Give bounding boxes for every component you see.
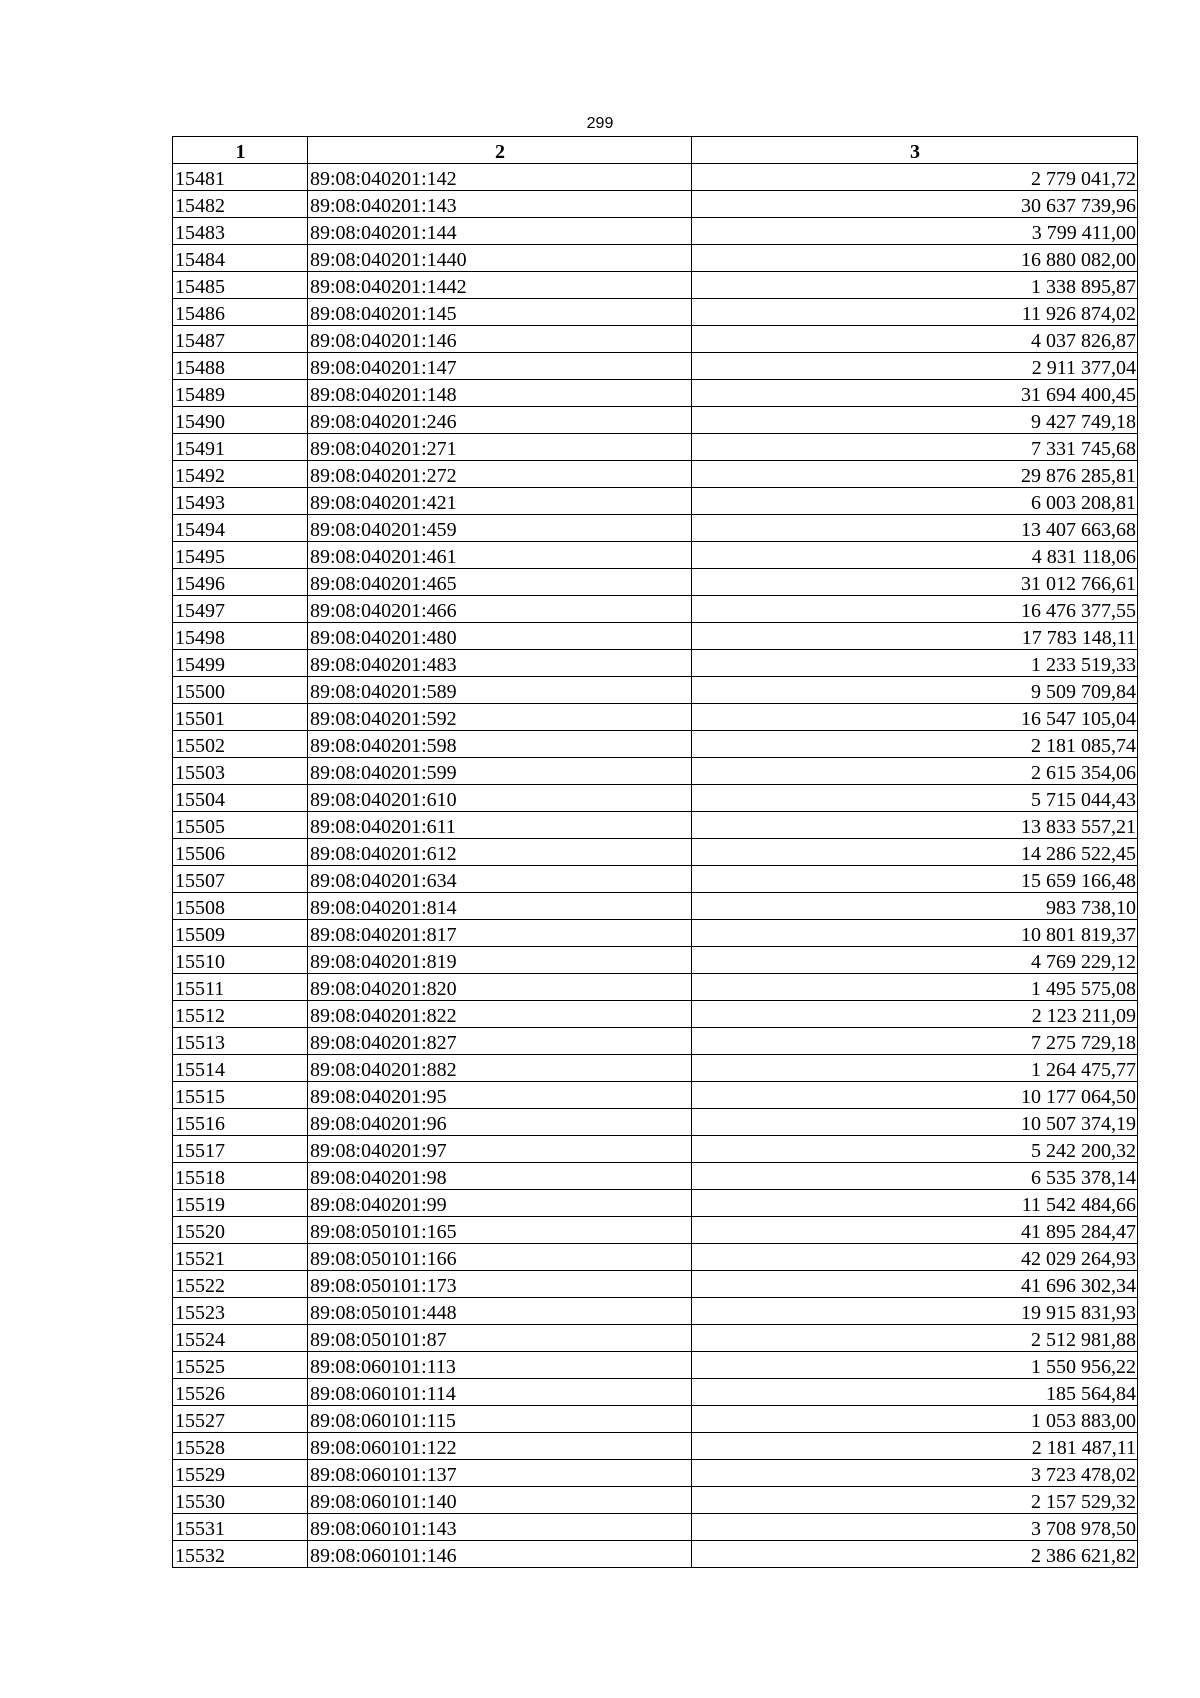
value-cell: 42 029 264,93 [692, 1244, 1138, 1271]
value-cell: 185 564,84 [692, 1379, 1138, 1406]
row-number-cell: 15489 [173, 380, 308, 407]
row-number-cell: 15494 [173, 515, 308, 542]
table-row [173, 434, 1138, 461]
cadastral-number-cell: 89:08:040201:814 [308, 893, 692, 920]
table-row [173, 677, 1138, 704]
row-number-cell: 15482 [173, 191, 308, 218]
table-row [173, 407, 1138, 434]
cadastral-number-cell: 89:08:040201:589 [308, 677, 692, 704]
cadastral-number-cell: 89:08:040201:882 [308, 1055, 692, 1082]
value-cell: 9 427 749,18 [692, 407, 1138, 434]
value-cell: 14 286 522,45 [692, 839, 1138, 866]
value-cell: 13 407 663,68 [692, 515, 1138, 542]
row-number-cell: 15522 [173, 1271, 308, 1298]
cadastral-number-cell: 89:08:060101:122 [308, 1433, 692, 1460]
table-row [173, 1298, 1138, 1325]
value-cell: 6 535 378,14 [692, 1163, 1138, 1190]
cadastral-number-cell: 89:08:040201:480 [308, 623, 692, 650]
table-row [173, 1244, 1138, 1271]
table-row [173, 1460, 1138, 1487]
registry-table [172, 136, 1138, 1568]
table-row [173, 1028, 1138, 1055]
row-number-cell: 15491 [173, 434, 308, 461]
value-cell: 9 509 709,84 [692, 677, 1138, 704]
cadastral-number-cell: 89:08:040201:146 [308, 326, 692, 353]
row-number-cell: 15498 [173, 623, 308, 650]
table-row [173, 812, 1138, 839]
row-number-cell: 15528 [173, 1433, 308, 1460]
row-number-cell: 15524 [173, 1325, 308, 1352]
cadastral-number-cell: 89:08:060101:113 [308, 1352, 692, 1379]
cadastral-number-cell: 89:08:040201:143 [308, 191, 692, 218]
value-cell: 1 053 883,00 [692, 1406, 1138, 1433]
row-number-cell: 15525 [173, 1352, 308, 1379]
cadastral-number-cell: 89:08:040201:421 [308, 488, 692, 515]
value-cell: 1 338 895,87 [692, 272, 1138, 299]
table-row [173, 164, 1138, 191]
value-cell: 2 386 621,82 [692, 1541, 1138, 1568]
table-row [173, 1136, 1138, 1163]
table-row [173, 1190, 1138, 1217]
cadastral-number-cell: 89:08:050101:173 [308, 1271, 692, 1298]
row-number-cell: 15506 [173, 839, 308, 866]
table-row [173, 704, 1138, 731]
cadastral-number-cell: 89:08:050101:448 [308, 1298, 692, 1325]
value-cell: 41 696 302,34 [692, 1271, 1138, 1298]
cadastral-number-cell: 89:08:040201:465 [308, 569, 692, 596]
row-number-cell: 15509 [173, 920, 308, 947]
cadastral-number-cell: 89:08:040201:466 [308, 596, 692, 623]
table-row [173, 1001, 1138, 1028]
value-cell: 3 799 411,00 [692, 218, 1138, 245]
value-cell: 41 895 284,47 [692, 1217, 1138, 1244]
table-row [173, 785, 1138, 812]
value-cell: 1 233 519,33 [692, 650, 1138, 677]
row-number-cell: 15485 [173, 272, 308, 299]
row-number-cell: 15517 [173, 1136, 308, 1163]
value-cell: 29 876 285,81 [692, 461, 1138, 488]
value-cell: 10 507 374,19 [692, 1109, 1138, 1136]
row-number-cell: 15493 [173, 488, 308, 515]
value-cell: 4 769 229,12 [692, 947, 1138, 974]
table-row [173, 569, 1138, 596]
cadastral-number-cell: 89:08:040201:99 [308, 1190, 692, 1217]
value-cell: 11 542 484,66 [692, 1190, 1138, 1217]
row-number-cell: 15515 [173, 1082, 308, 1109]
row-number-cell: 15530 [173, 1487, 308, 1514]
value-cell: 30 637 739,96 [692, 191, 1138, 218]
table-row [173, 218, 1138, 245]
row-number-cell: 15486 [173, 299, 308, 326]
table-row [173, 326, 1138, 353]
row-number-cell: 15500 [173, 677, 308, 704]
table-row [173, 623, 1138, 650]
value-cell: 31 012 766,61 [692, 569, 1138, 596]
value-cell: 2 181 085,74 [692, 731, 1138, 758]
cadastral-number-cell: 89:08:040201:819 [308, 947, 692, 974]
cadastral-number-cell: 89:08:040201:822 [308, 1001, 692, 1028]
cadastral-number-cell: 89:08:060101:114 [308, 1379, 692, 1406]
row-number-cell: 15484 [173, 245, 308, 272]
value-cell: 17 783 148,11 [692, 623, 1138, 650]
row-number-cell: 15495 [173, 542, 308, 569]
table-header-row [173, 137, 1138, 164]
row-number-cell: 15496 [173, 569, 308, 596]
table-row [173, 1433, 1138, 1460]
table-row [173, 1109, 1138, 1136]
cadastral-number-cell: 89:08:040201:1440 [308, 245, 692, 272]
table-row [173, 731, 1138, 758]
value-cell: 3 708 978,50 [692, 1514, 1138, 1541]
value-cell: 2 615 354,06 [692, 758, 1138, 785]
table-row [173, 299, 1138, 326]
table-row [173, 839, 1138, 866]
cadastral-number-cell: 89:08:060101:115 [308, 1406, 692, 1433]
table-row [173, 1514, 1138, 1541]
cadastral-number-cell: 89:08:050101:165 [308, 1217, 692, 1244]
table-row [173, 1325, 1138, 1352]
table-row [173, 461, 1138, 488]
value-cell: 16 476 377,55 [692, 596, 1138, 623]
cadastral-number-cell: 89:08:050101:87 [308, 1325, 692, 1352]
row-number-cell: 15527 [173, 1406, 308, 1433]
row-number-cell: 15499 [173, 650, 308, 677]
row-number-cell: 15492 [173, 461, 308, 488]
cadastral-number-cell: 89:08:040201:96 [308, 1109, 692, 1136]
cadastral-number-cell: 89:08:040201:817 [308, 920, 692, 947]
cadastral-number-cell: 89:08:050101:166 [308, 1244, 692, 1271]
row-number-cell: 15516 [173, 1109, 308, 1136]
row-number-cell: 15481 [173, 164, 308, 191]
value-cell: 19 915 831,93 [692, 1298, 1138, 1325]
table-row [173, 1487, 1138, 1514]
row-number-cell: 15505 [173, 812, 308, 839]
cadastral-number-cell: 89:08:040201:461 [308, 542, 692, 569]
value-cell: 1 264 475,77 [692, 1055, 1138, 1082]
value-cell: 2 157 529,32 [692, 1487, 1138, 1514]
row-number-cell: 15504 [173, 785, 308, 812]
row-number-cell: 15523 [173, 1298, 308, 1325]
value-cell: 13 833 557,21 [692, 812, 1138, 839]
cadastral-number-cell: 89:08:040201:271 [308, 434, 692, 461]
row-number-cell: 15511 [173, 974, 308, 1001]
table-body [173, 164, 1138, 1568]
table-row [173, 947, 1138, 974]
table-row [173, 1541, 1138, 1568]
cadastral-number-cell: 89:08:040201:95 [308, 1082, 692, 1109]
row-number-cell: 15521 [173, 1244, 308, 1271]
table-row [173, 1271, 1138, 1298]
row-number-cell: 15503 [173, 758, 308, 785]
value-cell: 4 831 118,06 [692, 542, 1138, 569]
column-header-1: 1 [173, 137, 308, 164]
cadastral-number-cell: 89:08:040201:148 [308, 380, 692, 407]
table-row [173, 866, 1138, 893]
table-row [173, 920, 1138, 947]
row-number-cell: 15512 [173, 1001, 308, 1028]
row-number-cell: 15497 [173, 596, 308, 623]
row-number-cell: 15507 [173, 866, 308, 893]
value-cell: 2 181 487,11 [692, 1433, 1138, 1460]
cadastral-number-cell: 89:08:060101:143 [308, 1514, 692, 1541]
value-cell: 2 911 377,04 [692, 353, 1138, 380]
table-row [173, 515, 1138, 542]
value-cell: 2 779 041,72 [692, 164, 1138, 191]
table-row [173, 893, 1138, 920]
table-row [173, 650, 1138, 677]
row-number-cell: 15532 [173, 1541, 308, 1568]
cadastral-number-cell: 89:08:040201:827 [308, 1028, 692, 1055]
value-cell: 1 550 956,22 [692, 1352, 1138, 1379]
table-row [173, 758, 1138, 785]
cadastral-number-cell: 89:08:040201:97 [308, 1136, 692, 1163]
value-cell: 11 926 874,02 [692, 299, 1138, 326]
row-number-cell: 15529 [173, 1460, 308, 1487]
cadastral-number-cell: 89:08:040201:144 [308, 218, 692, 245]
table-row [173, 488, 1138, 515]
row-number-cell: 15531 [173, 1514, 308, 1541]
row-number-cell: 15518 [173, 1163, 308, 1190]
table-row [173, 1379, 1138, 1406]
table-row [173, 1082, 1138, 1109]
cadastral-number-cell: 89:08:040201:598 [308, 731, 692, 758]
column-header-2: 2 [308, 137, 692, 164]
row-number-cell: 15502 [173, 731, 308, 758]
table-row [173, 1055, 1138, 1082]
row-number-cell: 15487 [173, 326, 308, 353]
cadastral-number-cell: 89:08:040201:147 [308, 353, 692, 380]
value-cell: 4 037 826,87 [692, 326, 1138, 353]
cadastral-number-cell: 89:08:060101:137 [308, 1460, 692, 1487]
cadastral-number-cell: 89:08:040201:592 [308, 704, 692, 731]
table-row [173, 1406, 1138, 1433]
cadastral-number-cell: 89:08:060101:146 [308, 1541, 692, 1568]
row-number-cell: 15514 [173, 1055, 308, 1082]
value-cell: 7 275 729,18 [692, 1028, 1138, 1055]
table-row [173, 596, 1138, 623]
cadastral-number-cell: 89:08:040201:483 [308, 650, 692, 677]
table-row [173, 542, 1138, 569]
row-number-cell: 15513 [173, 1028, 308, 1055]
table-row [173, 380, 1138, 407]
value-cell: 7 331 745,68 [692, 434, 1138, 461]
table-row [173, 1352, 1138, 1379]
value-cell: 10 801 819,37 [692, 920, 1138, 947]
cadastral-number-cell: 89:08:040201:1442 [308, 272, 692, 299]
row-number-cell: 15519 [173, 1190, 308, 1217]
cadastral-number-cell: 89:08:060101:140 [308, 1487, 692, 1514]
cadastral-number-cell: 89:08:040201:610 [308, 785, 692, 812]
cadastral-number-cell: 89:08:040201:820 [308, 974, 692, 1001]
row-number-cell: 15490 [173, 407, 308, 434]
value-cell: 3 723 478,02 [692, 1460, 1138, 1487]
cadastral-number-cell: 89:08:040201:145 [308, 299, 692, 326]
table-row [173, 245, 1138, 272]
value-cell: 2 123 211,09 [692, 1001, 1138, 1028]
cadastral-number-cell: 89:08:040201:459 [308, 515, 692, 542]
value-cell: 5 715 044,43 [692, 785, 1138, 812]
value-cell: 16 547 105,04 [692, 704, 1138, 731]
row-number-cell: 15526 [173, 1379, 308, 1406]
cadastral-number-cell: 89:08:040201:142 [308, 164, 692, 191]
table-row [173, 974, 1138, 1001]
cadastral-number-cell: 89:08:040201:612 [308, 839, 692, 866]
row-number-cell: 15501 [173, 704, 308, 731]
table-row [173, 353, 1138, 380]
cadastral-number-cell: 89:08:040201:634 [308, 866, 692, 893]
cadastral-number-cell: 89:08:040201:611 [308, 812, 692, 839]
cadastral-number-cell: 89:08:040201:272 [308, 461, 692, 488]
cadastral-number-cell: 89:08:040201:98 [308, 1163, 692, 1190]
row-number-cell: 15520 [173, 1217, 308, 1244]
row-number-cell: 15510 [173, 947, 308, 974]
table-row [173, 272, 1138, 299]
value-cell: 2 512 981,88 [692, 1325, 1138, 1352]
cadastral-number-cell: 89:08:040201:599 [308, 758, 692, 785]
value-cell: 6 003 208,81 [692, 488, 1138, 515]
value-cell: 16 880 082,00 [692, 245, 1138, 272]
value-cell: 10 177 064,50 [692, 1082, 1138, 1109]
value-cell: 983 738,10 [692, 893, 1138, 920]
table-row [173, 191, 1138, 218]
row-number-cell: 15508 [173, 893, 308, 920]
value-cell: 1 495 575,08 [692, 974, 1138, 1001]
table-row [173, 1217, 1138, 1244]
value-cell: 15 659 166,48 [692, 866, 1138, 893]
table-row [173, 1163, 1138, 1190]
column-header-3: 3 [692, 137, 1138, 164]
value-cell: 31 694 400,45 [692, 380, 1138, 407]
page-number: 299 [586, 115, 614, 132]
value-cell: 5 242 200,32 [692, 1136, 1138, 1163]
cadastral-number-cell: 89:08:040201:246 [308, 407, 692, 434]
row-number-cell: 15488 [173, 353, 308, 380]
row-number-cell: 15483 [173, 218, 308, 245]
